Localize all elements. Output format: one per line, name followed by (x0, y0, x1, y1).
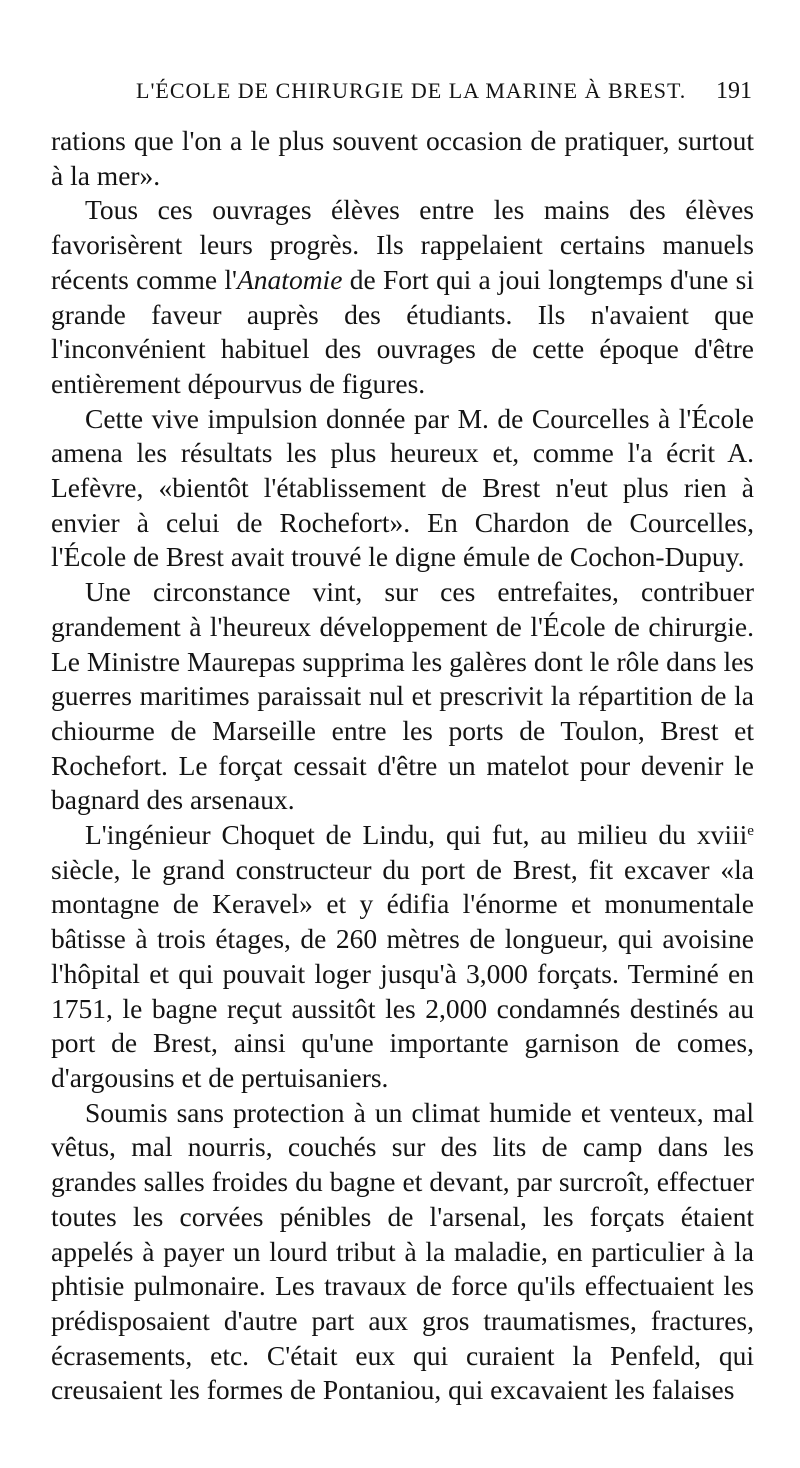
body-text (51, 124, 754, 1408)
paragraph-5: L'ingénieur Choquet de Lindu, qui fut, au milieu du xviii$^e$ siècle, le grand constructeur du port de Brest, fit excaver «la montagne de Keravel» et y édifia l'énorme et monumentale bâtisse à trois étages, de 260 mètres de longueur, qui avoisine l'hôpital et qui pouvait loger jusqu'à 3,000 forçats. Terminé en 1751, le bagne reçut aussitôt les 2,000 condamnés destinés au port de Brest, ainsi qu'une importante garnison de comes, d'argousins et de pertuisaniers. (51, 819, 754, 1093)
page-number: 191 (716, 78, 752, 104)
paragraph-1: rations que l'on a le plus souvent occasion de pratiquer, surtout à la mer». (51, 125, 754, 191)
century-superscript: e (747, 823, 754, 839)
running-title: L'ÉCOLE DE CHIRURGIE DE LA MARINE À BREST. (136, 78, 687, 103)
paragraph-2: Tous ces ouvrages élèves entre les mains des élèves favorisèrent leurs progrès. Ils rappelaient certains manuels récents comme l'Anatomie de Fort qui a joui longtemps d'une si grande faveur auprès des étudiants. Ils n'avaient que l'inconvénient habituel des ouvrages de cette époque d'être entièrement dépourvus de figures. (51, 194, 755, 399)
running-head (60, 78, 752, 112)
italic-title: Anatomie (237, 263, 343, 295)
paragraph-6: Soumis sans protection à un climat humide et venteux, mal vêtus, mal nourris, couchés sur des lits de camp dans les grandes salles froides du bagne et devant, par surcroît, effectuer toutes les corvées pénibles de l'arsenal, les forçats étaient appelés à payer un lourd tribut à la maladie, en particulier à la phtisie pulmonaire. Les travaux de force qu'ils effectuaient les prédisposaient d'autre part aux gros traumatismes, fractures, écrasements, etc. C'était eux qui curaient la Penfeld, qui creusaient les formes de Pontaniou, qui excavaient les falaises (51, 1096, 754, 1406)
paragraph-4: Une circonstance vint, sur ces entrefaites, contribuer grandement à l'heureux développement de l'École de chirurgie. Le Ministre Maurepas supprima les galères dont le rôle dans les guerres maritimes paraissait nul et prescrivit la répartition de la chiourme de Marseille entre les ports de Toulon, Brest et Rochefort. Le forçat cessait d'être un matelot pour devenir le bagnard des arsenaux. (51, 576, 754, 816)
paragraph-3: Cette vive impulsion donnée par M. de Courcelles à l'École amena les résultats les plus heureux et, comme l'a écrit A. Lefèvre, «bientôt l'établissement de Brest n'eut plus rien à envier à celui de Rochefort». En Chardon de Courcelles, l'École de Brest avait trouvé le digne émule de Cochon-Dupuy. (51, 402, 754, 573)
